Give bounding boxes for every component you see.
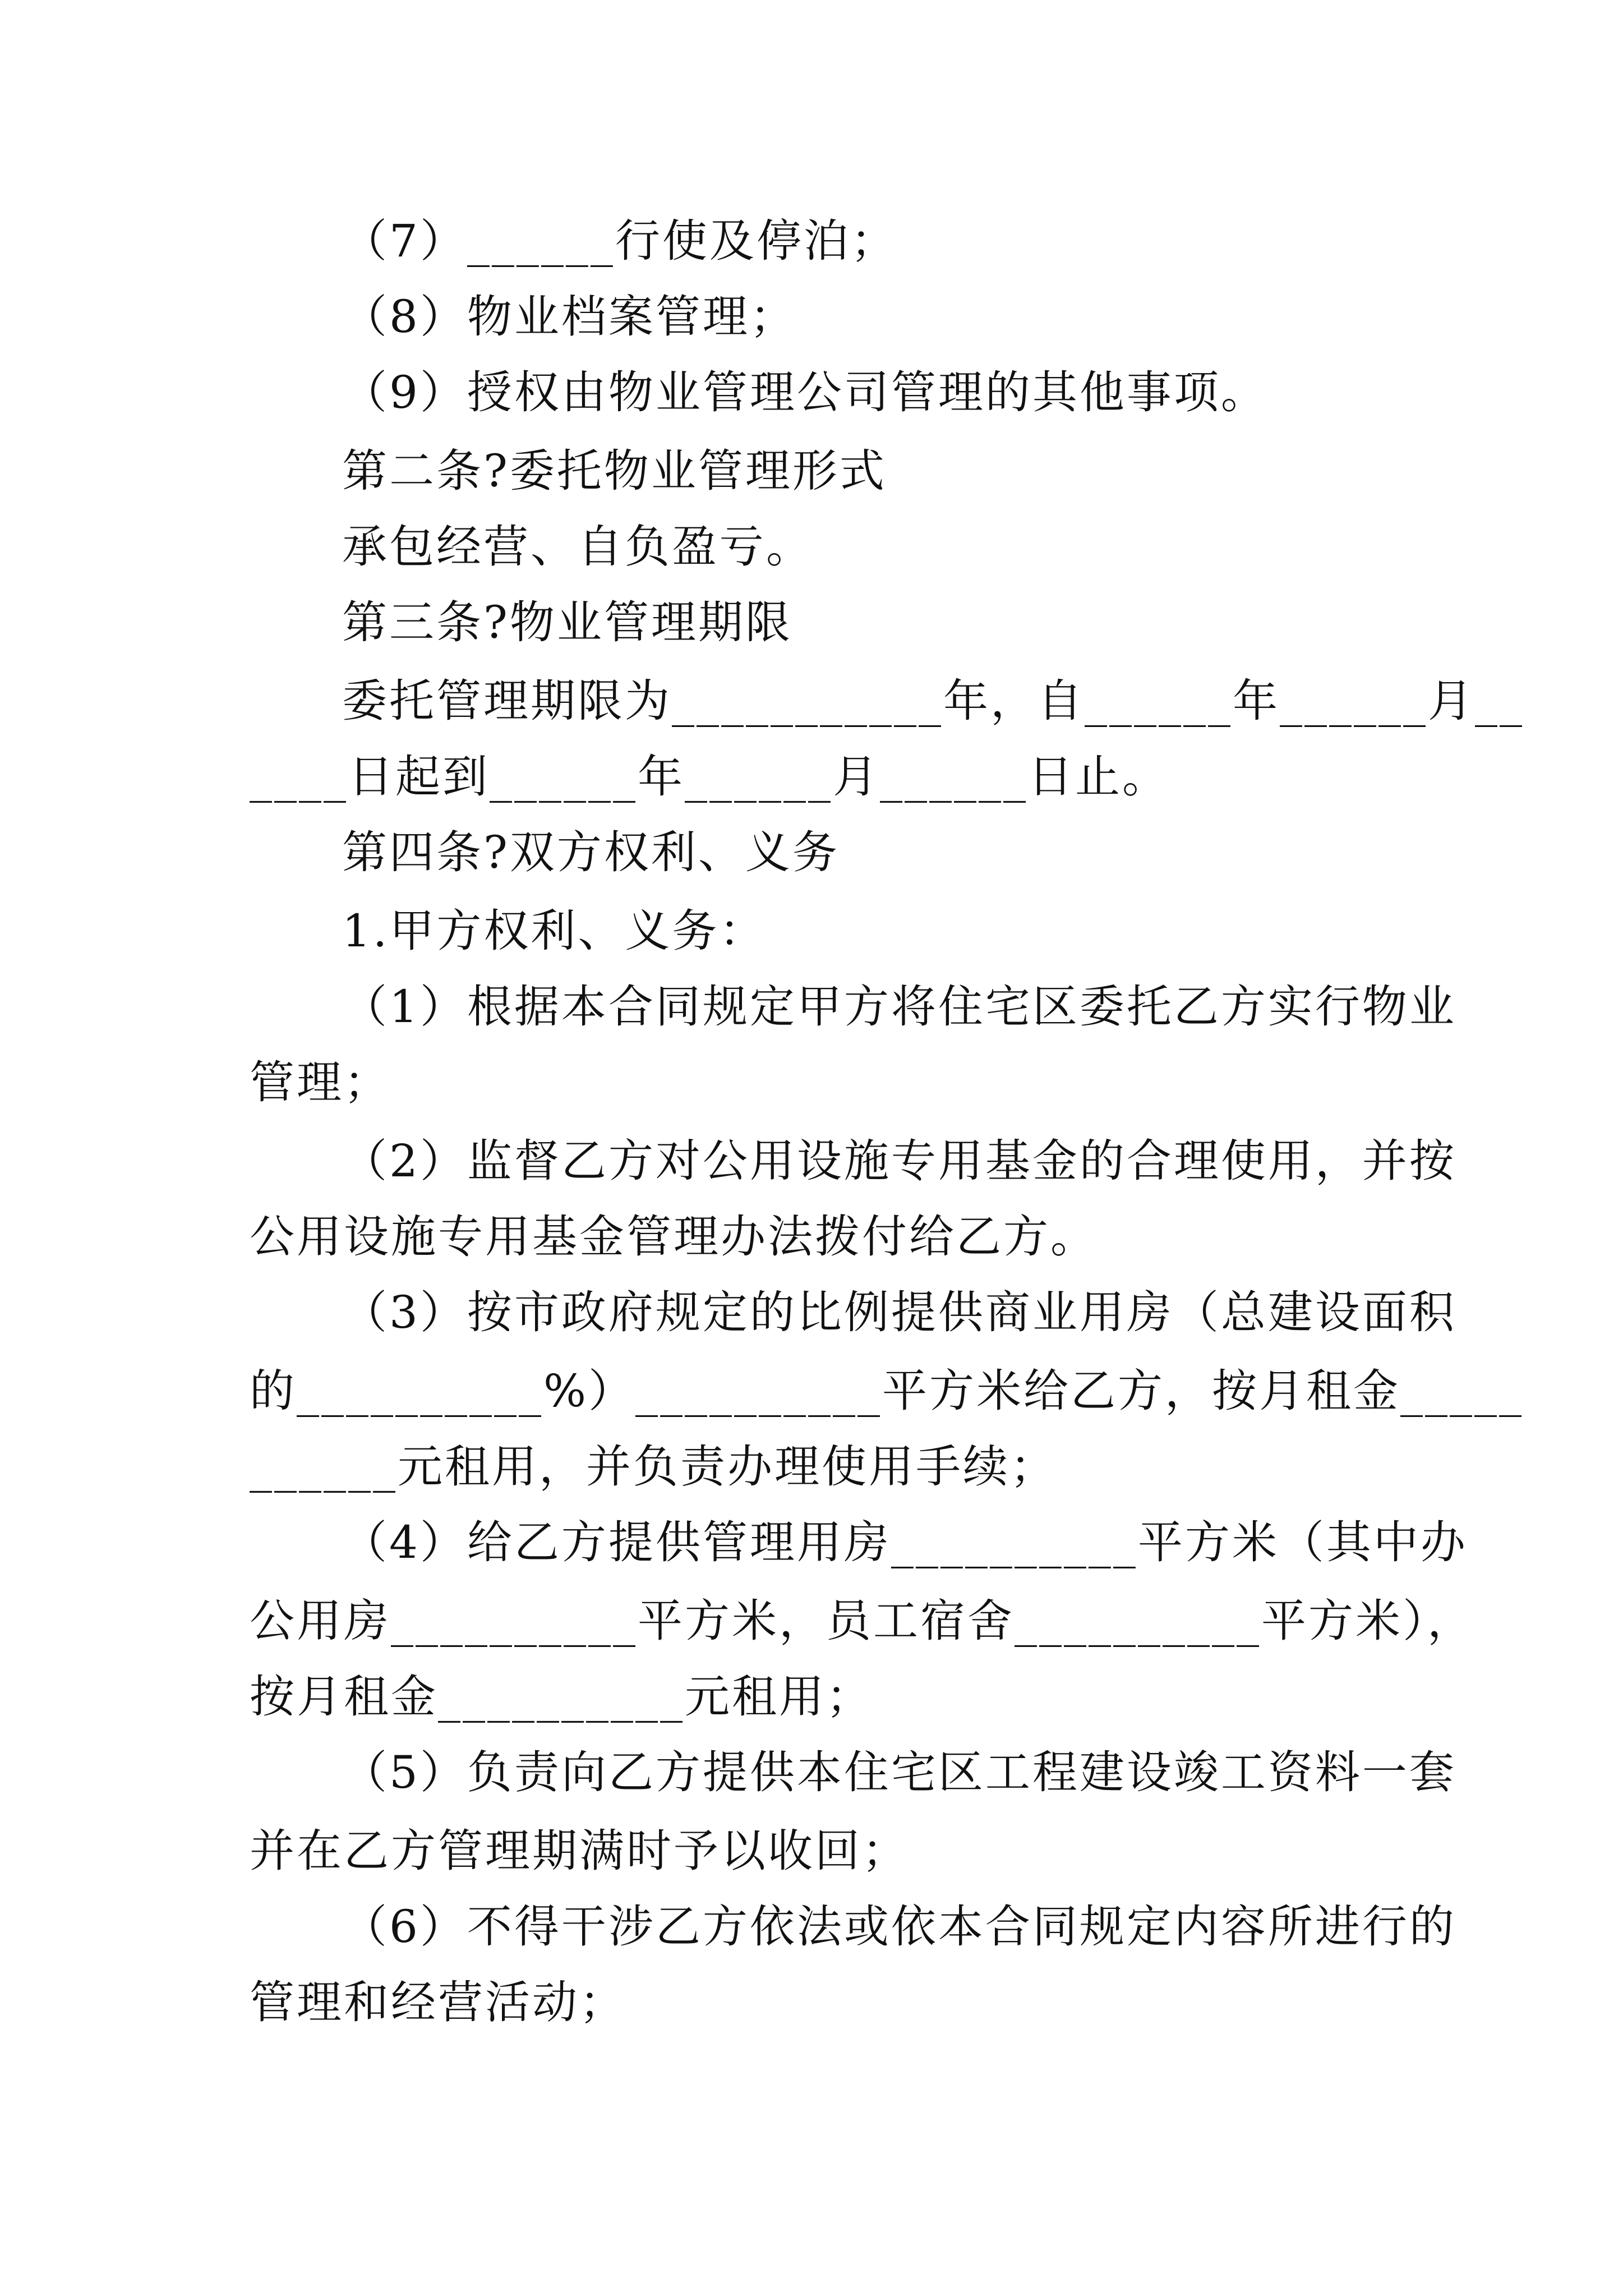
text-line: （4）给乙方提供管理用房__________平方米（其中办 — [342, 1516, 1468, 1568]
text-line: 并在乙方管理期满时予以收回； — [250, 1825, 909, 1877]
section-heading: 第三条?物业管理期限 — [342, 596, 792, 648]
text-line: （1）根据本合同规定甲方将住宅区委托乙方实行物业 — [342, 981, 1456, 1033]
text-line: 公用房__________平方米，员工宿舍__________平方米）， — [250, 1595, 1474, 1647]
text-line: 公用设施专用基金管理办法拨付给乙方。 — [250, 1211, 1098, 1263]
text-line: ____日起到______年______月______日止。 — [250, 751, 1169, 803]
text-line: （2）监督乙方对公用设施专用基金的合理使用，并按 — [342, 1135, 1456, 1187]
text-line: （9）授权由物业管理公司管理的其他事项。 — [342, 366, 1268, 418]
text-line: ______元租用，并负责办理使用手续； — [250, 1441, 1057, 1493]
text-line: 承包经营、自负盈亏。 — [342, 521, 813, 573]
text-line: 1.甲方权利、义务： — [342, 905, 767, 957]
text-line: （5）负责向乙方提供本住宅区工程建设竣工资料一套 — [342, 1746, 1456, 1798]
text-line: 管理和经营活动； — [250, 1976, 626, 2028]
text-line: （8）物业档案管理； — [342, 291, 797, 343]
text-line: 的__________%）__________平方米给乙方，按月租金_____ — [250, 1365, 1524, 1417]
section-heading: 第二条?委托物业管理形式 — [342, 445, 887, 497]
text-line: 委托管理期限为___________年，自______年______月__ — [342, 675, 1524, 727]
text-line: （3）按市政府规定的比例提供商业用房（总建设面积 — [342, 1286, 1456, 1338]
text-line: 管理； — [250, 1056, 391, 1108]
text-line: （6）不得干涉乙方依法或依本合同规定内容所进行的 — [342, 1901, 1456, 1953]
text-line: 按月租金__________元租用； — [250, 1671, 873, 1723]
text-line: （7）______行使及停泊； — [342, 215, 898, 267]
section-heading: 第四条?双方权利、义务 — [342, 826, 840, 878]
